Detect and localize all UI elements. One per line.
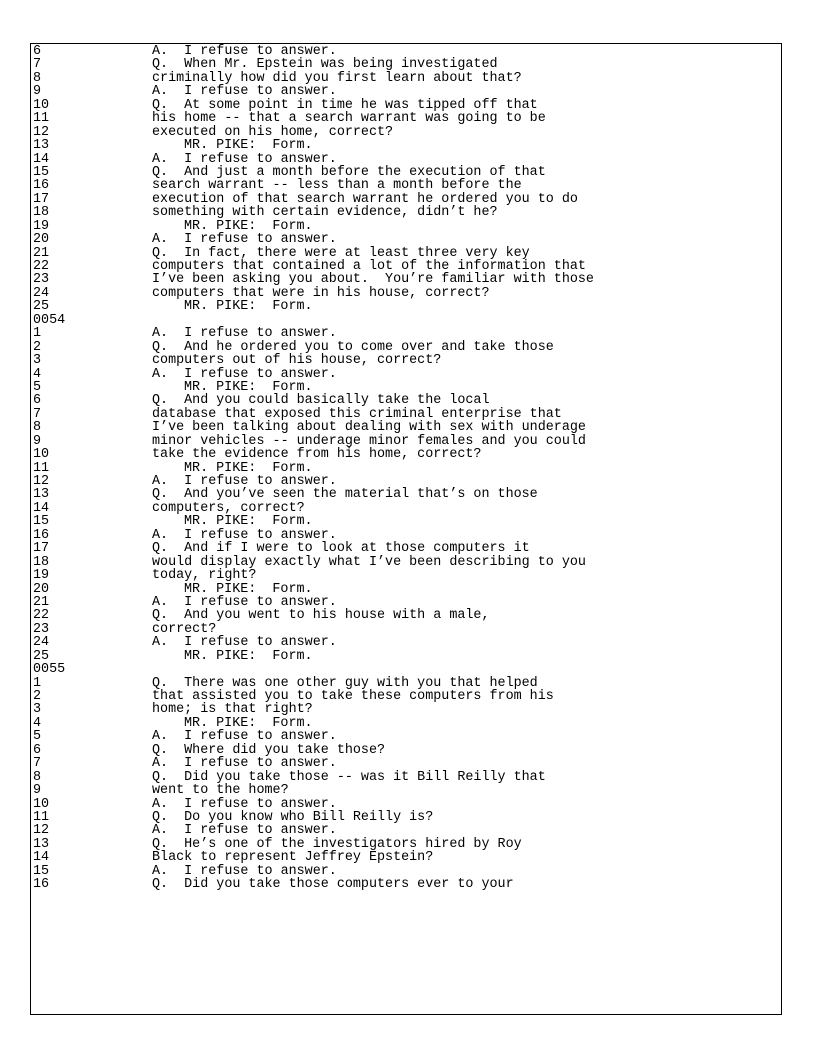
transcript-line <box>33 112 594 125</box>
transcript-line <box>33 636 594 649</box>
line-text: A. I refuse to answer. <box>152 232 337 248</box>
transcript-line <box>33 462 594 475</box>
line-number: 1 <box>33 326 42 342</box>
transcript-line <box>33 703 594 716</box>
line-number: 22 <box>33 259 50 274</box>
line-number: 24 <box>33 285 50 301</box>
transcript-body <box>33 45 594 892</box>
transcript-line <box>33 502 594 515</box>
line-text: A. I refuse to answer. <box>152 326 337 342</box>
line-text: would display exactly what I’ve been describing to you <box>152 554 586 570</box>
transcript-line <box>33 529 594 542</box>
line-number: 3 <box>33 702 42 718</box>
transcript-line <box>33 394 594 407</box>
transcript-line <box>33 811 594 824</box>
line-text: Q. And he ordered you to come over and take those <box>152 339 554 355</box>
line-number: 15 <box>33 164 50 180</box>
line-number: 6 <box>33 393 42 409</box>
line-text: Q. At some point in time he was tipped off that <box>152 97 538 113</box>
line-number: 13 <box>33 836 50 852</box>
transcript-line <box>33 85 594 98</box>
line-number: 25 <box>33 299 50 315</box>
transcript-line <box>33 300 594 313</box>
transcript-line <box>33 448 594 461</box>
line-text: Q. Where did you take those? <box>152 742 386 758</box>
line-number: 8 <box>33 70 42 86</box>
line-text: Q. Did you take those computers ever to your <box>152 877 514 893</box>
line-number: 14 <box>33 151 50 167</box>
line-text: computers that contained a lot of the information that <box>152 259 586 274</box>
line-number: 5 <box>33 379 42 395</box>
line-number: 2 <box>33 689 42 704</box>
line-number: 7 <box>33 756 42 772</box>
transcript-line <box>33 609 594 622</box>
line-text: MR. PIKE: Form. <box>184 138 313 154</box>
line-number: 13 <box>33 487 50 503</box>
line-text: Q. And you’ve seen the material that’s on those <box>152 487 538 503</box>
line-text: Black to represent Jeffrey Epstein? <box>152 850 434 866</box>
transcript-line <box>33 233 594 246</box>
line-number: 11 <box>33 460 50 476</box>
line-text: went to the home? <box>152 783 289 799</box>
line-number: 9 <box>33 783 42 799</box>
transcript-line <box>33 72 594 85</box>
line-text: computers, correct? <box>152 500 305 516</box>
line-text: A. I refuse to answer. <box>152 151 337 167</box>
transcript-line <box>33 569 594 582</box>
line-text: minor vehicles -- underage minor females and you could <box>152 433 586 449</box>
line-text: A. I refuse to answer. <box>152 84 337 100</box>
transcript-line <box>33 58 594 71</box>
line-number: 16 <box>33 877 50 893</box>
line-number: 23 <box>33 621 50 637</box>
transcript-line <box>33 690 594 703</box>
line-number: 12 <box>33 474 50 489</box>
transcript-line <box>33 341 594 354</box>
line-text: Q. There was one other guy with you that helped <box>152 675 538 691</box>
line-text: I’ve been talking about dealing with sex with underage <box>152 420 586 436</box>
transcript-line <box>33 381 594 394</box>
line-text: that assisted you to take these computers from his <box>152 689 554 704</box>
transcript-line <box>33 556 594 569</box>
line-number: 1 <box>33 675 42 691</box>
transcript-line <box>33 717 594 730</box>
line-text: A. I refuse to answer. <box>152 366 337 382</box>
transcript-line <box>33 515 594 528</box>
line-text: Q. And if I were to look at those computers it <box>152 541 530 557</box>
line-text: computers out of his house, correct? <box>152 353 442 369</box>
transcript-line <box>33 730 594 743</box>
line-number: 25 <box>33 648 50 664</box>
transcript-line <box>33 435 594 448</box>
transcript-line <box>33 166 594 179</box>
line-number: 11 <box>33 111 50 127</box>
transcript-line <box>33 139 594 152</box>
line-text: home; is that right? <box>152 702 313 718</box>
page-number-marker: 0054 <box>33 312 66 328</box>
line-number: 8 <box>33 420 42 436</box>
transcript-line <box>33 247 594 260</box>
line-number: 7 <box>33 406 42 422</box>
line-number: 7 <box>33 57 42 73</box>
line-text: Q. When Mr. Epstein was being investigated <box>152 57 498 73</box>
transcript-line <box>33 838 594 851</box>
line-text: A. I refuse to answer. <box>152 729 337 745</box>
transcript-line <box>33 421 594 434</box>
transcript-line <box>33 475 594 488</box>
line-number: 24 <box>33 635 50 651</box>
line-number: 20 <box>33 581 50 597</box>
transcript-line <box>33 354 594 367</box>
line-number: 10 <box>33 447 50 463</box>
line-text: execution of that search warrant he ordered you to do <box>152 191 578 207</box>
transcript-line <box>33 287 594 300</box>
line-number: 18 <box>33 205 50 221</box>
line-text: MR. PIKE: Form. <box>184 460 313 476</box>
line-number: 19 <box>33 218 50 234</box>
transcript-line <box>33 596 594 609</box>
line-text: A. I refuse to answer. <box>152 796 337 812</box>
line-text: Q. He’s one of the investigators hired by Roy <box>152 836 522 852</box>
line-number: 18 <box>33 554 50 570</box>
line-number: 15 <box>33 863 50 879</box>
transcript-line <box>33 650 594 663</box>
line-text: computers that were in his house, correct? <box>152 285 490 301</box>
line-text: criminally how did you first learn about that? <box>152 70 522 86</box>
line-text: A. I refuse to answer. <box>152 527 337 543</box>
transcript-line <box>33 206 594 219</box>
line-number: 23 <box>33 272 50 288</box>
transcript-line <box>33 153 594 166</box>
line-number: 14 <box>33 850 50 866</box>
line-number: 8 <box>33 769 42 785</box>
line-text: Q. In fact, there were at least three very key <box>152 245 530 261</box>
line-text: Q. And you went to his house with a male, <box>152 608 490 624</box>
line-number: 13 <box>33 138 50 154</box>
transcript-line <box>33 45 594 58</box>
line-text: A. I refuse to answer. <box>152 823 337 839</box>
line-text: Q. And just a month before the execution of that <box>152 164 546 180</box>
line-text: MR. PIKE: Form. <box>184 581 313 597</box>
line-text: A. I refuse to answer. <box>152 756 337 772</box>
line-number: 19 <box>33 568 50 584</box>
line-number: 6 <box>33 44 42 59</box>
line-text: A. I refuse to answer. <box>152 44 337 59</box>
line-text: MR. PIKE: Form. <box>184 648 313 664</box>
line-text: MR. PIKE: Form. <box>184 299 313 315</box>
line-number: 9 <box>33 433 42 449</box>
line-text: MR. PIKE: Form. <box>184 715 313 731</box>
transcript-line <box>33 798 594 811</box>
transcript-line <box>33 623 594 636</box>
transcript-line <box>33 368 594 381</box>
transcript-line <box>33 408 594 421</box>
line-number: 14 <box>33 500 50 516</box>
line-number: 16 <box>33 178 50 194</box>
line-number: 15 <box>33 514 50 530</box>
line-number: 16 <box>33 527 50 543</box>
line-text: A. I refuse to answer. <box>152 635 337 651</box>
line-number: 6 <box>33 742 42 758</box>
line-text: search warrant -- less than a month before the <box>152 178 522 194</box>
line-number: 11 <box>33 809 50 825</box>
transcript-line <box>33 220 594 233</box>
line-text: take the evidence from his home, correct? <box>152 447 482 463</box>
transcript-line <box>33 583 594 596</box>
line-text: correct? <box>152 621 217 637</box>
line-text: today, right? <box>152 568 257 584</box>
transcript-line <box>33 771 594 784</box>
line-text: Q. And you could basically take the local <box>152 393 490 409</box>
line-text: A. I refuse to answer. <box>152 474 337 489</box>
line-number: 3 <box>33 353 42 369</box>
transcript-line <box>33 757 594 770</box>
line-number: 10 <box>33 97 50 113</box>
line-text: MR. PIKE: Form. <box>184 514 313 530</box>
line-number: 21 <box>33 594 50 610</box>
page-number-marker: 0055 <box>33 662 66 678</box>
line-text: his home -- that a search warrant was going to be <box>152 111 546 127</box>
line-text: MR. PIKE: Form. <box>184 218 313 234</box>
transcript-line <box>33 878 594 891</box>
line-text: Q. Did you take those -- was it Bill Reilly that <box>152 769 546 785</box>
transcript-line <box>33 273 594 286</box>
transcript-line <box>33 677 594 690</box>
line-text: I’ve been asking you about. You’re familiar with those <box>152 272 594 288</box>
line-number: 12 <box>33 124 50 140</box>
line-number: 5 <box>33 729 42 745</box>
line-number: 2 <box>33 339 42 355</box>
transcript-line <box>33 865 594 878</box>
line-text: A. I refuse to answer. <box>152 863 337 879</box>
line-number: 21 <box>33 245 50 261</box>
line-text: executed on his home, correct? <box>152 124 394 140</box>
line-text: MR. PIKE: Form. <box>184 379 313 395</box>
line-number: 12 <box>33 823 50 839</box>
line-number: 4 <box>33 366 42 382</box>
line-text: something with certain evidence, didn’t he? <box>152 205 498 221</box>
line-number: 17 <box>33 541 50 557</box>
transcript-line <box>33 260 594 273</box>
line-number: 4 <box>33 715 42 731</box>
transcript-line <box>33 824 594 837</box>
transcript-line <box>33 126 594 139</box>
line-number: 17 <box>33 191 50 207</box>
transcript-line <box>33 542 594 555</box>
line-number: 22 <box>33 608 50 624</box>
transcript-line <box>33 99 594 112</box>
transcript-line <box>33 193 594 206</box>
line-number: 9 <box>33 84 42 100</box>
transcript-line <box>33 327 594 340</box>
transcript-line <box>33 488 594 501</box>
transcript-line <box>33 744 594 757</box>
line-number: 10 <box>33 796 50 812</box>
line-number: 20 <box>33 232 50 248</box>
transcript-line <box>33 179 594 192</box>
transcript-line <box>33 784 594 797</box>
line-text: A. I refuse to answer. <box>152 594 337 610</box>
transcript-line <box>33 851 594 864</box>
line-text: database that exposed this criminal enterprise that <box>152 406 562 422</box>
line-text: Q. Do you know who Bill Reilly is? <box>152 809 434 825</box>
